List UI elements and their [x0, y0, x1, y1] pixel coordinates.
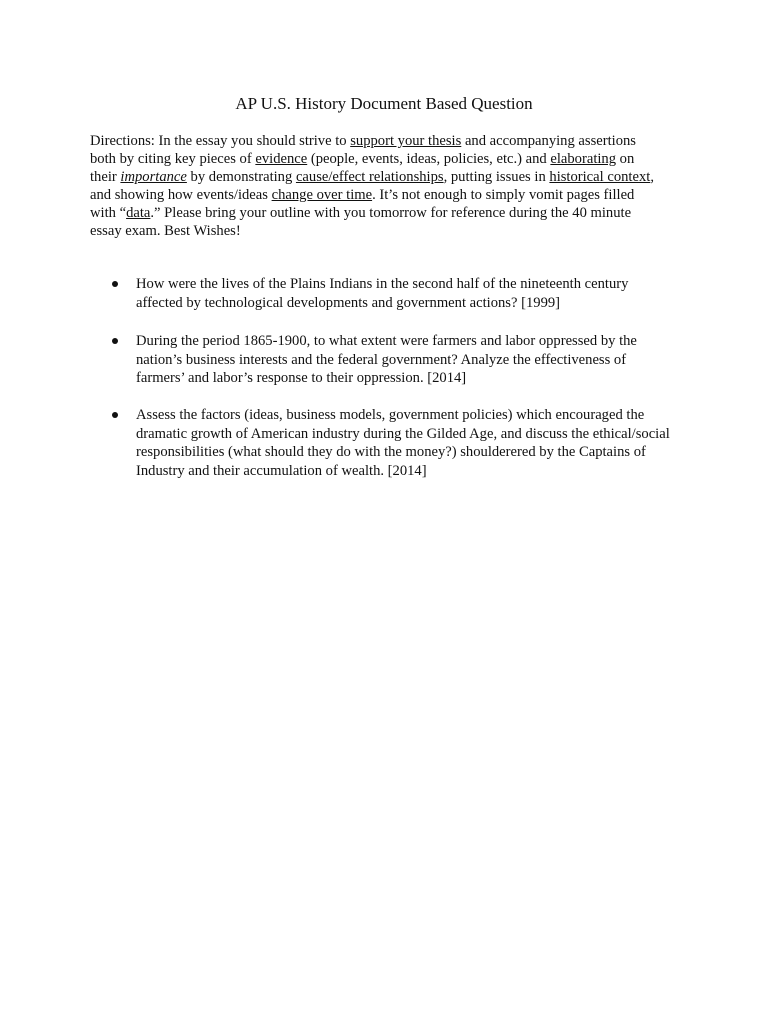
question-item-3: [136, 406, 696, 480]
underlined-term-elaborating: elaborating: [550, 151, 617, 167]
directions-text: with “: [90, 205, 127, 221]
directions-text: . It’s not enough to simply vomit pages filled: [372, 187, 635, 203]
directions-line-3: [90, 168, 690, 186]
underlined-term-historical-context: historical context: [549, 169, 651, 185]
underlined-term-change-over-time: change over time: [271, 187, 373, 203]
question-line: Industry and their accumulation of wealth. [2014]: [136, 462, 427, 479]
question-line: Assess the factors (ideas, business models, government policies) which encouraged the: [136, 407, 645, 423]
question-line: responsibilities (what should they do with the money?) shoulderered by the Captains of: [136, 444, 646, 460]
directions-text: both by citing key pieces of: [90, 151, 256, 167]
underlined-term-evidence: evidence: [255, 151, 308, 167]
directions-line-6: essay exam. Best Wishes!: [90, 223, 241, 239]
directions-text: ,: [650, 169, 654, 185]
underlined-term-support-your-thesis: support your thesis: [350, 133, 462, 149]
underlined-term-cause-effect: cause/effect relationships: [295, 169, 444, 185]
directions-line-1: [90, 132, 690, 150]
directions-text: their: [90, 169, 121, 185]
page-title: AP U.S. History Document Based Question: [235, 94, 533, 113]
question-item-1: [136, 275, 696, 312]
bullet-icon: [112, 412, 118, 418]
underlined-term-importance: importance: [120, 169, 187, 185]
question-line: farmers’ and labor’s response to their oppression. [2014]: [136, 370, 467, 386]
directions-line-4: [90, 186, 690, 204]
question-line: During the period 1865-1900, to what extent were farmers and labor oppressed by the: [136, 333, 637, 349]
bullet-icon: [112, 338, 118, 344]
directions-text: (people, events, ideas, policies, etc.) and: [307, 151, 551, 167]
directions-text: Directions: In the essay you should strive to: [90, 133, 351, 149]
question-line: affected by technological developments and government actions? [1999]: [136, 294, 561, 311]
directions-paragraph: [90, 132, 690, 240]
question-item-2: [136, 332, 696, 388]
directions-text: and accompanying assertions: [461, 133, 636, 149]
question-line: How were the lives of the Plains Indians in the second half of the nineteenth century: [136, 276, 629, 292]
underlined-term-data: data: [126, 205, 151, 221]
directions-text: by demonstrating: [186, 169, 296, 185]
question-line: dramatic growth of American industry during the Gilded Age, and discuss the ethical/social: [136, 425, 670, 442]
directions-line-2: [90, 150, 690, 168]
directions-line-5: [90, 204, 690, 222]
directions-text: and showing how events/ideas: [90, 187, 272, 203]
bullet-icon: [112, 281, 118, 287]
directions-text: on: [616, 151, 635, 167]
directions-text: .” Please bring your outline with you tomorrow for reference during the 40 minute: [150, 205, 632, 221]
question-line: nation’s business interests and the federal government? Analyze the effectiveness of: [136, 351, 627, 368]
directions-text: , putting issues in: [443, 169, 550, 185]
